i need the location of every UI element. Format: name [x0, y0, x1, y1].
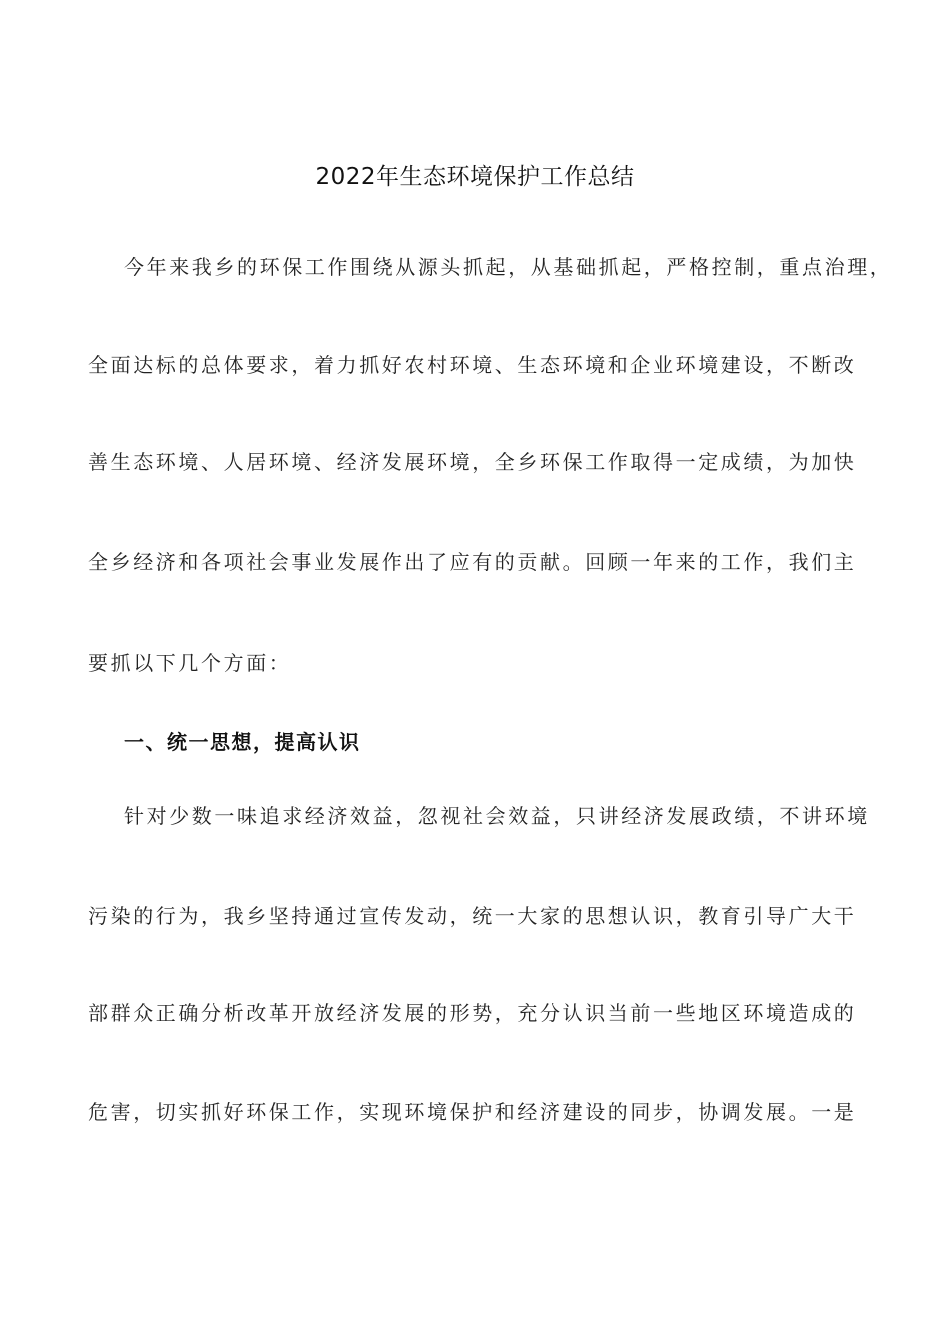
document-title: 2022年生态环境保护工作总结: [315, 164, 635, 190]
paragraph-line: 全乡经济和各项社会事业发展作出了应有的贡献。回顾一年来的工作，我们主: [88, 550, 857, 574]
paragraph-line: 善生态环境、人居环境、经济发展环境，全乡环保工作取得一定成绩，为加快: [88, 450, 857, 474]
paragraph-line: 污染的行为，我乡坚持通过宣传发动，统一大家的思想认识，教育引导广大干: [88, 904, 857, 928]
paragraph-line: 要抓以下几个方面：: [88, 651, 292, 675]
section-heading: 一、统一思想，提高认识: [124, 730, 361, 754]
paragraph-line: 部群众正确分析改革开放经济发展的形势，充分认识当前一些地区环境造成的: [88, 1001, 857, 1025]
paragraph-line: 全面达标的总体要求，着力抓好农村环境、生态环境和企业环境建设，不断改: [88, 353, 857, 377]
paragraph-line: 今年来我乡的环保工作围绕从源头抓起，从基础抓起，严格控制，重点治理，: [124, 255, 893, 279]
paragraph-line: 针对少数一味追求经济效益，忽视社会效益，只讲经济发展政绩，不讲环境: [124, 804, 870, 828]
paragraph-line: 危害，切实抓好环保工作，实现环境保护和经济建设的同步，协调发展。一是: [88, 1100, 857, 1124]
